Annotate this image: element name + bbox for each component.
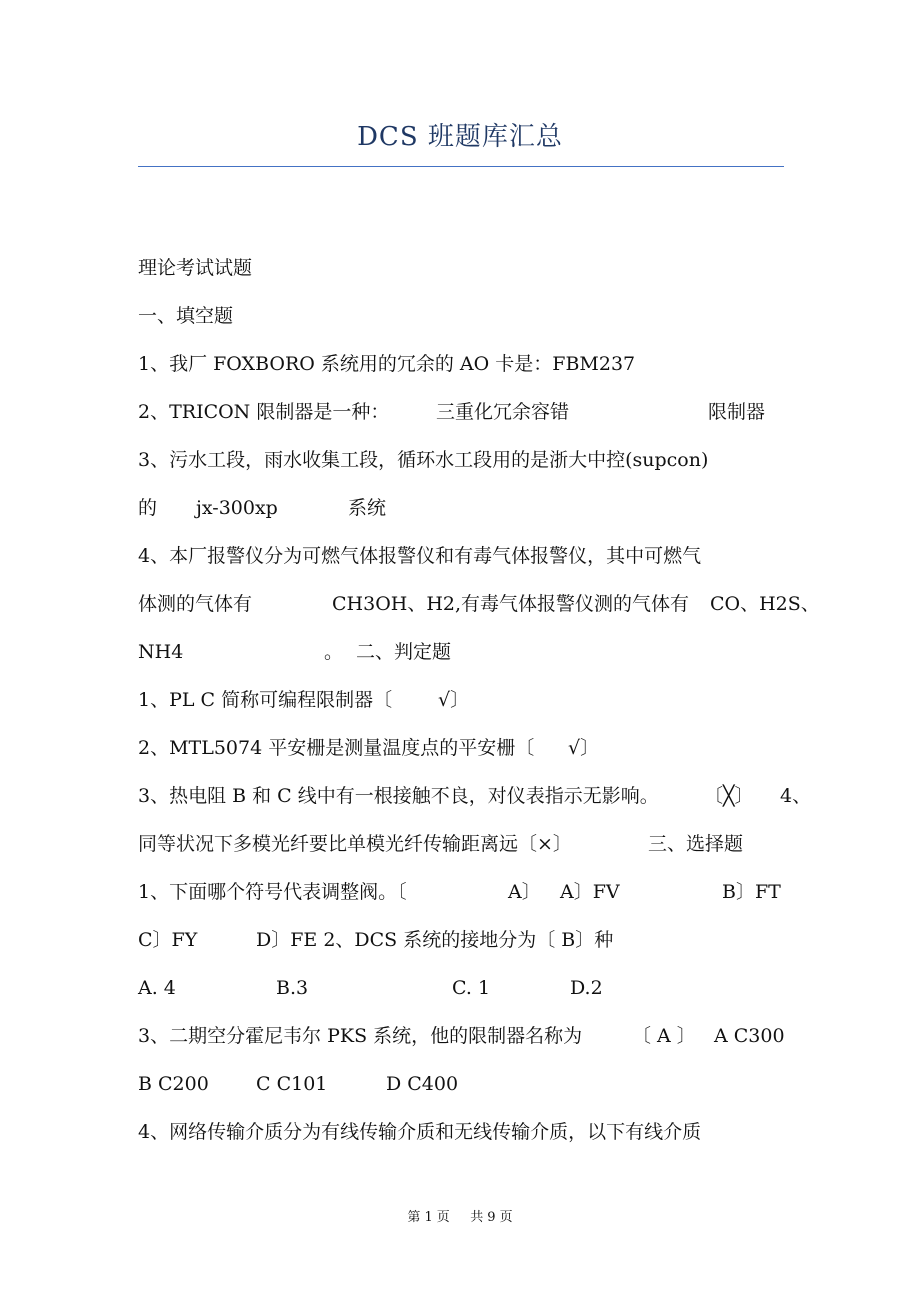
footer-total-prefix: 共 (470, 1210, 484, 1225)
question-line (138, 772, 812, 820)
option-text: C C101 (256, 1073, 328, 1095)
answer-text: NH4 (138, 641, 184, 663)
answer-text: √〕 (568, 737, 600, 759)
option-text: D C400 (386, 1073, 459, 1095)
question-line (138, 868, 788, 916)
question-line (138, 628, 788, 676)
question-line (138, 580, 820, 628)
document-body (138, 244, 820, 1156)
text-segment: 1、我厂 FOXBORO 系统用的冗余的 AO 卡是：FBM237 (138, 353, 636, 375)
footer-page-suffix: 页 (436, 1210, 450, 1225)
option-text: B.3 (276, 977, 309, 999)
section-heading (138, 292, 788, 340)
question-line (138, 1108, 788, 1156)
option-text: A〕FV (560, 881, 620, 903)
option-text: D.2 (570, 977, 603, 999)
section-heading (138, 244, 788, 292)
text-segment: 体测的气体有 (138, 593, 253, 615)
question-line (138, 724, 788, 772)
answer-text: jx-300xp (196, 497, 278, 519)
section-heading: 二、判定题 (356, 641, 452, 663)
options-line (138, 964, 788, 1012)
title-underline (138, 166, 784, 167)
option-text: A C300 (714, 1025, 785, 1047)
text-segment: 1、下面哪个符号代表调整阀。〔 (138, 881, 407, 903)
answer-text: √〕 (438, 689, 470, 711)
question-line (138, 484, 788, 532)
question-line (138, 340, 788, 388)
footer-page-number: 1 (424, 1210, 433, 1225)
text-segment: 一、填空题 (138, 305, 234, 327)
option-text: B C200 (138, 1073, 209, 1095)
question-line (138, 820, 788, 868)
text-segment: 4、 (780, 785, 812, 807)
answer-text: CH3OH、H2,有毒气体报警仪测的气体有 (332, 593, 690, 615)
options-line (138, 1060, 788, 1108)
question-line (138, 436, 788, 484)
answer-text: A〕 (508, 881, 541, 903)
text-segment: 3、热电阻 B 和 C 线中有一根接触不良，对仪表指示无影响。 (138, 785, 659, 807)
text-segment: 1、PL C 简称可编程限制器〔 (138, 689, 393, 711)
footer-total-pages: 9 (487, 1210, 496, 1225)
option-text: C〕FY (138, 929, 198, 951)
question-line (138, 1012, 788, 1060)
question-line (138, 388, 788, 436)
answer-text: 三重化冗余容错 (436, 401, 570, 423)
text-segment: 限制器 (708, 401, 766, 423)
section-heading: 三、选择题 (648, 833, 744, 855)
text-segment: 4、本厂报警仪分为可燃气体报警仪和有毒气体报警仪，其中可燃气 (138, 545, 702, 567)
answer-text: 〔╳〕 (704, 785, 754, 807)
footer-total-suffix: 页 (499, 1210, 513, 1225)
text-segment: 2、TRICON 限制器是一种： (138, 401, 390, 423)
question-line (138, 532, 788, 580)
answer-text: CO、H2S、 (710, 593, 820, 615)
option-text: A. 4 (138, 977, 176, 999)
text-segment: 3、二期空分霍尼韦尔 PKS 系统，他的限制器名称为 (138, 1025, 583, 1047)
text-segment: 的 (138, 497, 158, 519)
page-footer (0, 1206, 920, 1225)
text-segment: 。 (324, 641, 344, 663)
text-segment: 理论考试试题 (138, 257, 253, 279)
text-segment: D〕FE 2、DCS 系统的接地分为〔 B〕种 (256, 929, 614, 951)
answer-text: 〔 A 〕 (632, 1025, 696, 1047)
page-title: DCS 班题库汇总 (357, 122, 563, 152)
option-text: B〕FT (722, 881, 781, 903)
text-segment: 同等状况下多模光纤要比单模光纤传输距离远〔×〕 (138, 833, 572, 855)
text-segment: 2、MTL5074 平安栅是测量温度点的平安栅〔 (138, 737, 535, 759)
question-line (138, 676, 788, 724)
footer-page-prefix: 第 (407, 1210, 421, 1225)
question-line (138, 916, 788, 964)
text-segment: 系统 (348, 497, 387, 519)
text-segment: 4、网络传输介质分为有线传输介质和无线传输介质，以下有线介质 (138, 1121, 702, 1143)
text-segment: 3、污水工段，雨水收集工段，循环水工段用的是浙大中控(supcon) (138, 449, 709, 471)
option-text: C. 1 (452, 977, 491, 999)
